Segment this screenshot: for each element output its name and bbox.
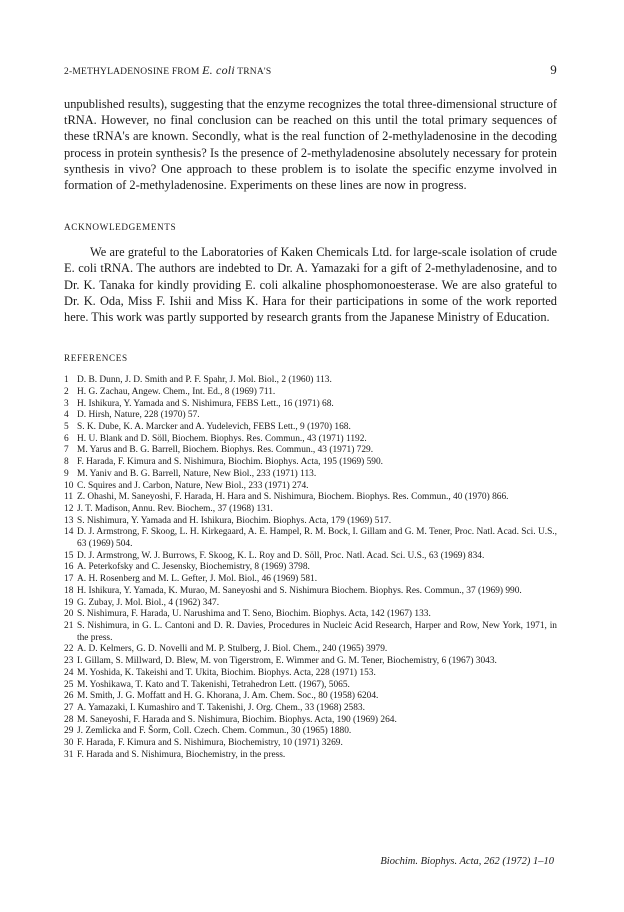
reference-item	[64, 586, 557, 598]
reference-number: 19	[64, 597, 74, 608]
reference-number: 5	[64, 422, 69, 433]
reference-number: 28	[64, 714, 74, 725]
reference-text: M. Yoshida, K. Takeishi and T. Ukita, Biochim. Biophys. Acta, 228 (1971) 153.	[77, 667, 376, 678]
reference-text: M. Smith, J. G. Moffatt and H. G. Khorana, J. Am. Chem. Soc., 80 (1958) 6204.	[77, 691, 379, 702]
reference-text: A. Peterkofsky and C. Jesensky, Biochemistry, 8 (1969) 3798.	[77, 562, 310, 573]
reference-item	[64, 691, 557, 703]
reference-item	[64, 551, 557, 563]
reference-text: S. K. Dube, K. A. Marcker and A. Yudelevich, FEBS Lett., 9 (1970) 168.	[77, 422, 351, 433]
references-list	[64, 375, 557, 761]
reference-number: 27	[64, 702, 74, 713]
reference-item	[64, 387, 557, 399]
reference-text: M. Yoshikawa, T. Kato and T. Takenishi, Tetrahedron Lett. (1967), 5065.	[77, 679, 350, 690]
reference-number: 9	[64, 468, 69, 479]
reference-item	[64, 598, 557, 610]
journal-footer: Biochim. Biophys. Acta, 262 (1972) 1–10	[380, 856, 554, 867]
reference-text: H. Ishikura, Y. Yamada and S. Nishimura, FEBS Lett., 16 (1971) 68.	[77, 398, 334, 409]
running-header	[64, 62, 557, 78]
reference-number: 29	[64, 726, 74, 737]
reference-item	[64, 656, 557, 668]
reference-item	[64, 668, 557, 680]
reference-text: H. U. Blank and D. Söll, Biochem. Biophys. Res. Commun., 43 (1971) 1192.	[77, 433, 367, 444]
reference-number: 14	[64, 527, 74, 538]
reference-text: M. Yarus and B. G. Barrell, Biochem. Biophys. Res. Commun., 43 (1971) 729.	[77, 445, 374, 456]
running-title: 2-METHYLADENOSINE FROM E. coli TRNA'S	[64, 63, 272, 77]
reference-item	[64, 434, 557, 446]
reference-number: 6	[64, 433, 69, 444]
reference-number: 20	[64, 609, 74, 620]
reference-item	[64, 562, 557, 574]
reference-item	[64, 609, 557, 621]
reference-number: 21	[64, 621, 74, 631]
reference-item	[64, 481, 557, 493]
reference-number: 31	[64, 749, 74, 760]
reference-item	[64, 644, 557, 656]
reference-text: D. J. Armstrong, W. J. Burrows, F. Skoog, K. L. Roy and D. Söll, Proc. Natl. Acad. Sci. U.S., 63 (1969) 834.	[77, 550, 485, 561]
reference-number: 2	[64, 386, 69, 397]
references-heading: REFERENCES	[64, 353, 128, 364]
reference-number: 1	[64, 375, 69, 386]
reference-item	[64, 504, 557, 516]
reference-number: 18	[64, 585, 74, 596]
reference-text: A. D. Kelmers, G. D. Novelli and M. P. Stulberg, J. Biol. Chem., 240 (1965) 3979.	[77, 644, 388, 655]
reference-number: 24	[64, 667, 74, 678]
journal-page	[64, 62, 557, 761]
reference-text: S. Nishimura, F. Harada, U. Narushima and T. Seno, Biochim. Biophys. Acta, 142 (1967) 133.	[77, 609, 431, 620]
reference-number: 3	[64, 398, 69, 409]
reference-text: F. Harada, F. Kimura and S. Nishimura, Biochemistry, 10 (1971) 3269.	[77, 738, 343, 749]
reference-item	[64, 469, 557, 481]
reference-text: S. Nishimura, in G. L. Cantoni and D. R. Davies, Procedures in Nucleic Acid Research, Harper and Row, New York, 1971, in the press.	[77, 621, 557, 643]
reference-item	[64, 410, 557, 422]
reference-item	[64, 750, 557, 762]
reference-number: 23	[64, 656, 74, 667]
reference-item	[64, 726, 557, 738]
reference-item	[64, 527, 557, 550]
reference-number: 30	[64, 738, 74, 749]
reference-number: 11	[64, 492, 74, 503]
reference-number: 25	[64, 679, 74, 690]
reference-text: A. H. Rosenberg and M. L. Gefter, J. Mol. Biol., 46 (1969) 581.	[77, 574, 318, 585]
reference-text: F. Harada and S. Nishimura, Biochemistry, in the press.	[77, 749, 286, 760]
reference-item	[64, 422, 557, 434]
reference-item	[64, 516, 557, 528]
reference-number: 13	[64, 515, 74, 526]
reference-text: J. T. Madison, Annu. Rev. Biochem., 37 (1968) 131.	[77, 503, 273, 514]
reference-number: 22	[64, 644, 74, 655]
reference-number: 12	[64, 503, 74, 514]
reference-text: M. Saneyoshi, F. Harada and S. Nishimura, Biochim. Biophys. Acta, 190 (1969) 264.	[77, 714, 397, 725]
reference-text: D. B. Dunn, J. D. Smith and P. F. Spahr, J. Mol. Biol., 2 (1960) 113.	[77, 375, 332, 386]
reference-text: M. Yaniv and B. G. Barrell, Nature, New Biol., 233 (1971) 113.	[77, 468, 317, 479]
acknowledgements-heading: ACKNOWLEDGEMENTS	[64, 222, 177, 233]
reference-text: F. Harada, F. Kimura and S. Nishimura, Biochim. Biophys. Acta, 195 (1969) 590.	[77, 457, 384, 468]
reference-item	[64, 492, 557, 504]
reference-text: G. Zubay, J. Mol. Biol., 4 (1962) 347.	[77, 597, 220, 608]
reference-text: I. Gillam, S. Millward, D. Blew, M. von Tigerstrom, E. Wimmer and G. M. Tener, Biochemistry, 6 (1967) 3043.	[77, 656, 497, 667]
reference-text: D. Hirsh, Nature, 228 (1970) 57.	[77, 410, 200, 421]
reference-text: D. J. Armstrong, F. Skoog, L. H. Kirkegaard, A. E. Hampel, R. M. Bock, I. Gillam and G. M. Tener, Proc. Natl. Acad. Sci. U.S., 63 (1969) 504.	[77, 527, 557, 550]
reference-text: Z. Ohashi, M. Saneyoshi, F. Harada, H. Hara and S. Nishimura, Biochem. Biophys. Res. Commun., 40 (1970) 866.	[77, 492, 509, 503]
reference-text: H. Ishikura, Y. Yamada, K. Murao, M. Saneyoshi and S. Nishimura Biochem. Biophys. Res. Commun., 37 (1969) 990.	[77, 585, 522, 596]
reference-number: 17	[64, 574, 74, 585]
reference-text: H. G. Zachau, Angew. Chem., Int. Ed., 8 (1969) 711.	[77, 386, 276, 397]
reference-number: 10	[64, 480, 74, 491]
reference-number: 7	[64, 445, 69, 456]
acknowledgements-text: We are grateful to the Laboratories of Kaken Chemicals Ltd. for large-scale isolation of crude E. coli tRNA. The authors are indebted to Dr. A. Yamazaki for a gift of 2-methyladenosine, and to Dr. K. Tanaka for kindly providing E. coli alkaline phosphomonoesterase. We are also grateful to Dr. K. Oda, Miss F. Ishii and Miss K. Hara for their participations in some of the work reported here. This work was partly supported by research grants from the Japanese Ministry of Education.	[64, 245, 557, 325]
reference-text: S. Nishimura, Y. Yamada and H. Ishikura, Biochim. Biophys. Acta, 179 (1969) 517.	[77, 515, 392, 526]
reference-item	[64, 621, 557, 644]
reference-item	[64, 399, 557, 411]
reference-item	[64, 738, 557, 750]
reference-item	[64, 680, 557, 692]
page-number: 9	[550, 62, 557, 77]
reference-number: 4	[64, 410, 69, 421]
reference-text: C. Squires and J. Carbon, Nature, New Biol., 233 (1971) 274.	[77, 480, 309, 491]
reference-number: 8	[64, 457, 69, 468]
reference-number: 26	[64, 691, 74, 702]
reference-number: 15	[64, 550, 74, 561]
intro-paragraph: unpublished results), suggesting that the enzyme recognizes the total three-dimensional structure of tRNA. However, no final conclusion can be reached on this until the total primary sequences of these tRNA's are known. Secondly, what is the real function of 2-methyladenosine in the decoding process in protein synthesis? Is the presence of 2-methyladenosine absolutely necessary for protein synthesis in vivo? One approach to these problem is to isolate the specific enzyme involved in formation of 2-methyladenosine. Experiments on these lines are now in progress.	[64, 97, 557, 193]
reference-item	[64, 457, 557, 469]
reference-number: 16	[64, 562, 74, 573]
reference-item	[64, 574, 557, 586]
reference-item	[64, 715, 557, 727]
reference-item	[64, 445, 557, 457]
reference-text: A. Yamazaki, I. Kumashiro and T. Takenishi, J. Org. Chem., 33 (1968) 2583.	[77, 702, 365, 713]
reference-item	[64, 703, 557, 715]
reference-item	[64, 375, 557, 387]
reference-text: J. Zemlicka and F. Šorm, Coll. Czech. Chem. Commun., 30 (1965) 1880.	[77, 726, 352, 737]
